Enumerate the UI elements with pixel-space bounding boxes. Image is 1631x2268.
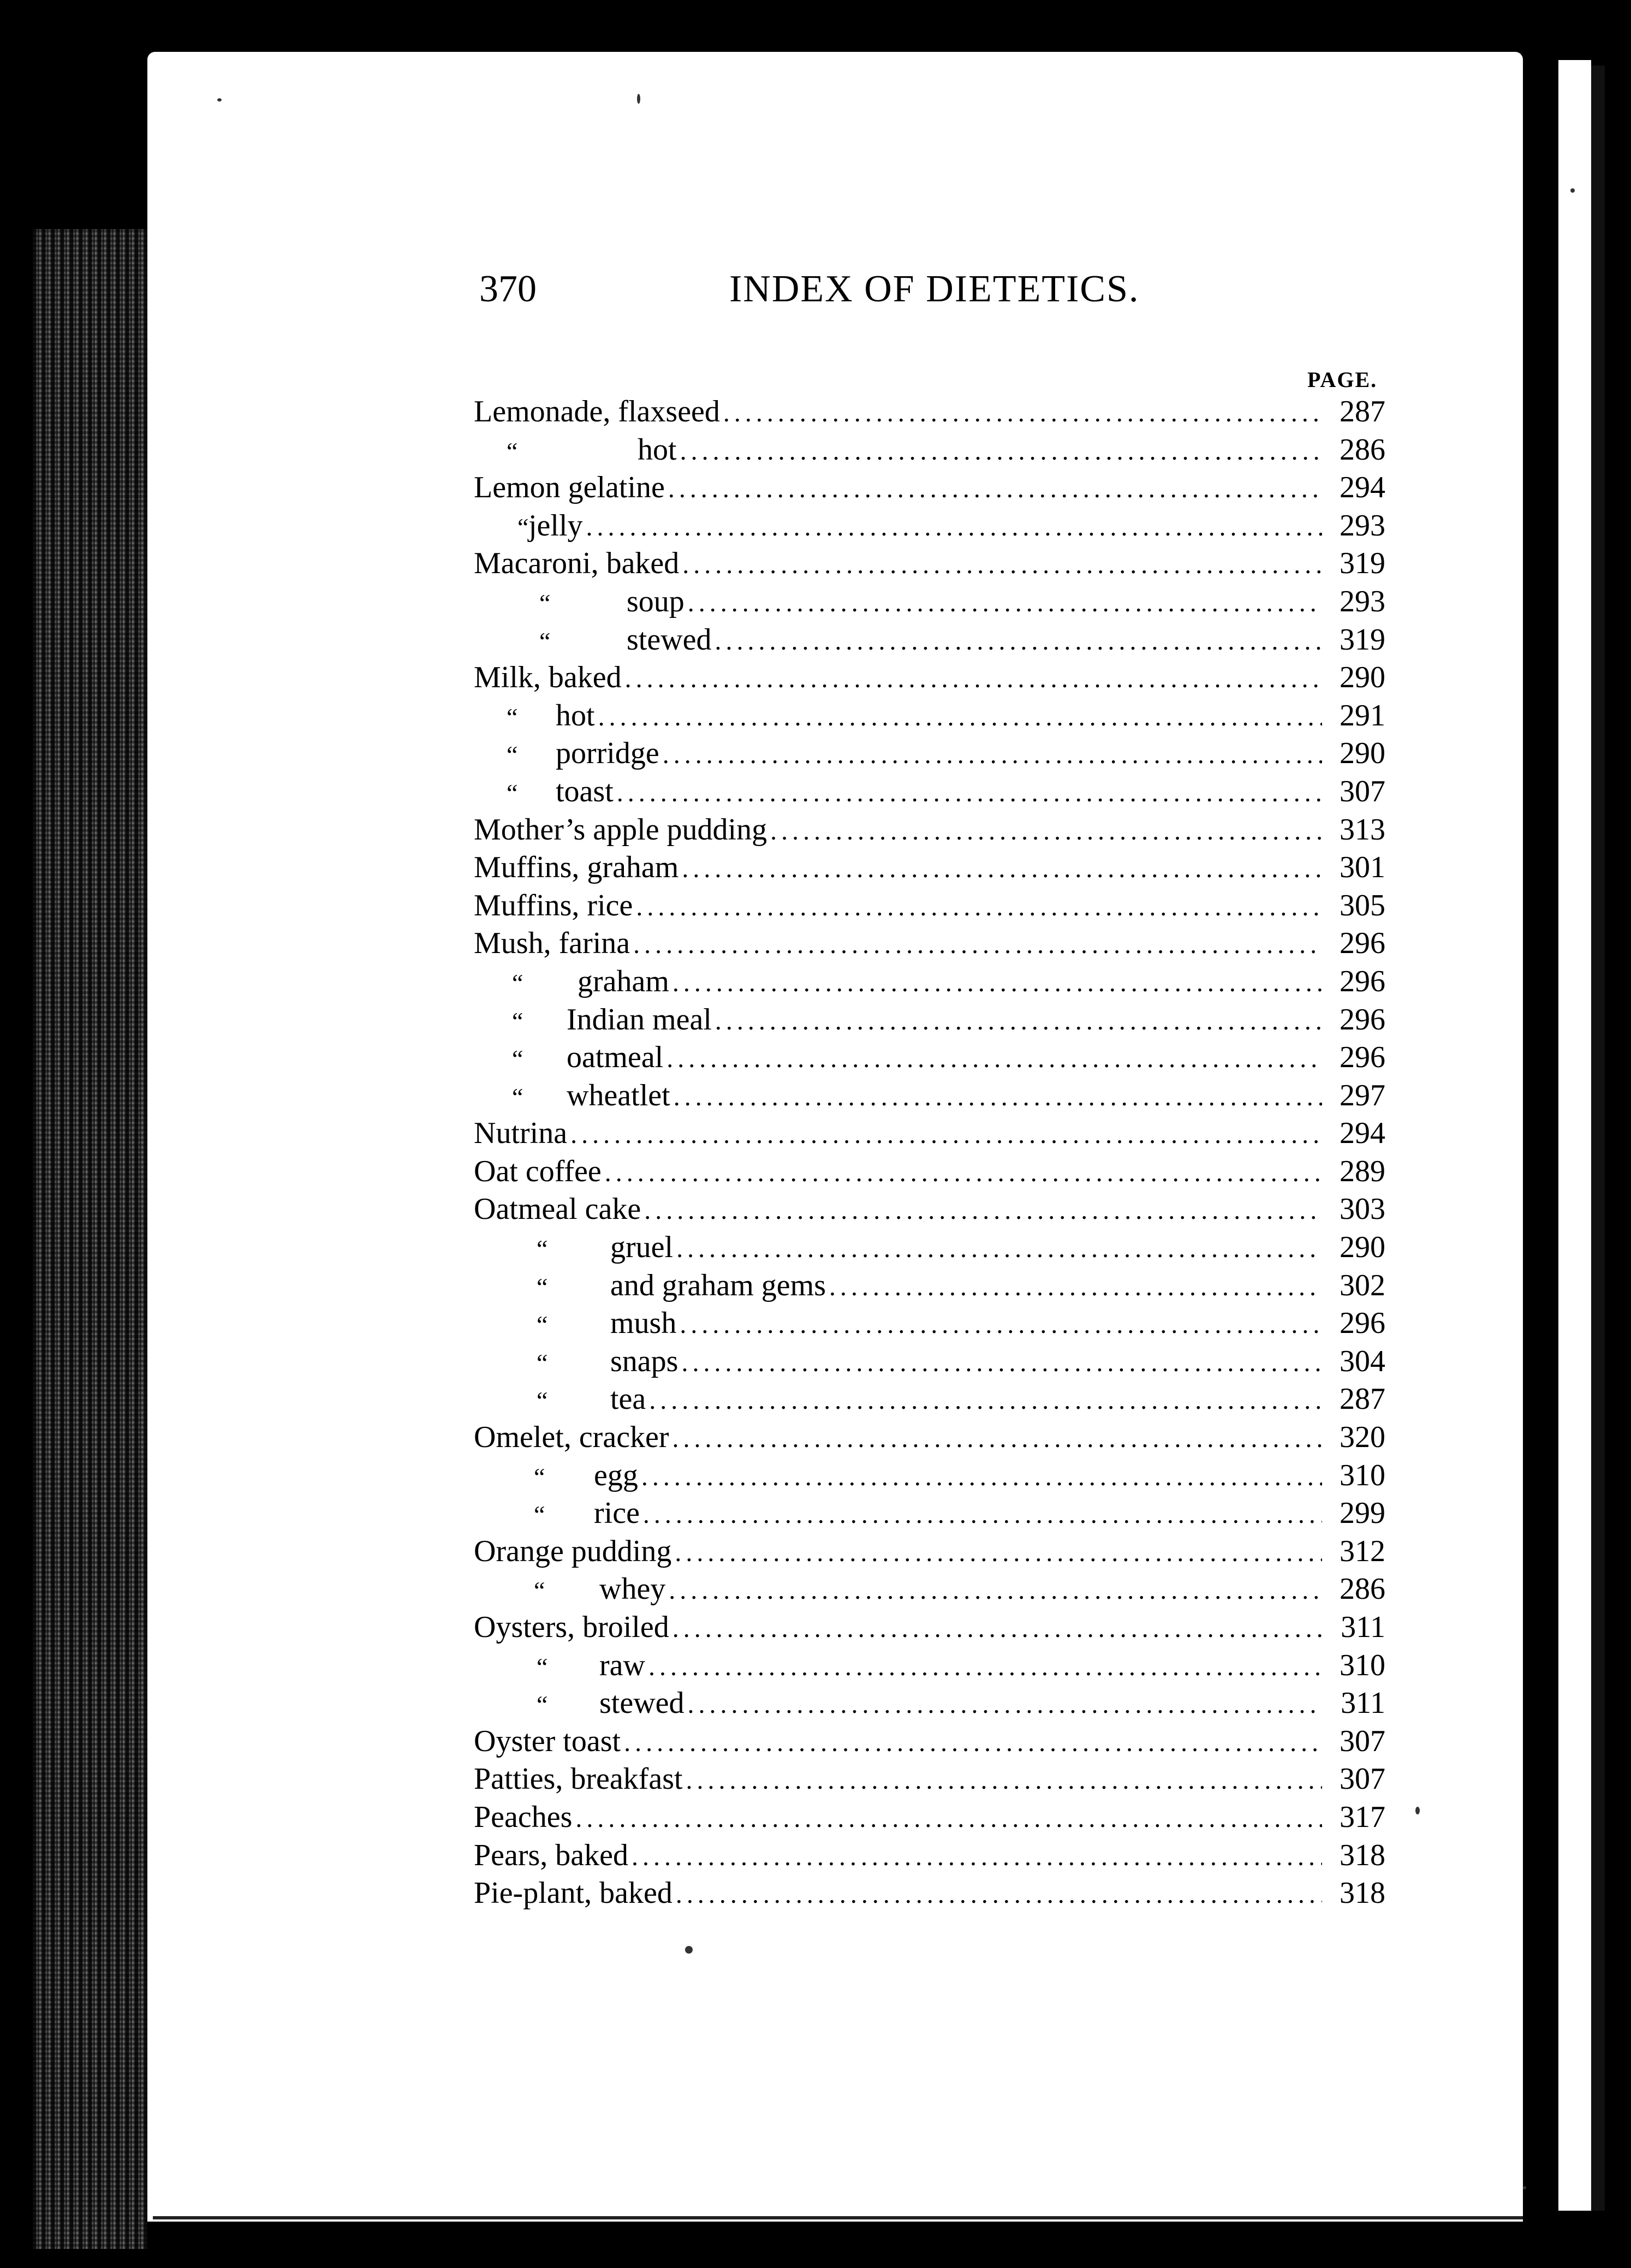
- entry-page-number: 319: [1340, 622, 1385, 657]
- entry-page-number: 313: [1340, 812, 1385, 847]
- index-entry: “ raw ..... 310: [474, 1647, 1385, 1685]
- next-page-shadow: [1591, 66, 1605, 2211]
- dot-leader: [625, 660, 1322, 698]
- entry-label: Nutrina: [474, 1116, 568, 1151]
- index-entry: “ gruel ..... 290: [474, 1229, 1385, 1267]
- entry-page-number: 307: [1340, 1762, 1385, 1796]
- entry-page-number: 294: [1340, 1116, 1385, 1151]
- entry-page-number: 318: [1340, 1838, 1385, 1872]
- entry-page-number: 290: [1340, 1230, 1385, 1265]
- dot-leader: [829, 1268, 1322, 1306]
- entry-page-number: 287: [1340, 395, 1385, 428]
- entry-label: Peaches: [474, 1800, 573, 1834]
- entry-label: Oatmeal cake: [474, 1192, 641, 1227]
- index-entry: “ egg ..... 310: [474, 1457, 1385, 1495]
- index-entry: [474, 1874, 1385, 1913]
- dot-leader: [674, 1078, 1322, 1116]
- entry-page-number: 301: [1340, 850, 1385, 885]
- entry-page-number: 319: [1340, 546, 1385, 581]
- entry-label: Oyster toast: [474, 1724, 621, 1758]
- page-bottom-edge: [153, 2216, 1523, 2219]
- dot-leader: [641, 1458, 1322, 1496]
- entry-page-number: 291: [1340, 698, 1385, 733]
- entry-label: Omelet, cracker: [474, 1420, 669, 1455]
- dot-leader: [649, 1382, 1322, 1420]
- entry-label: Patties, breakfast: [474, 1762, 683, 1796]
- entry-page-number: 310: [1340, 1458, 1385, 1492]
- entry-page-number: 311: [1341, 1686, 1385, 1721]
- dot-leader: [632, 1838, 1322, 1876]
- index-entry: [474, 925, 1385, 963]
- entry-label: jelly: [528, 508, 583, 543]
- dot-leader: [669, 1571, 1322, 1610]
- entry-label: Orange pudding: [474, 1534, 672, 1568]
- entry-label: Muffins, graham: [474, 850, 679, 885]
- scan-speck: [1415, 1807, 1420, 1814]
- dot-leader: [648, 1648, 1322, 1686]
- dot-leader: [682, 850, 1322, 888]
- entry-page-number: 290: [1340, 660, 1385, 695]
- index-entry: “ rice ..... 299: [474, 1495, 1385, 1533]
- entry-page-number: 293: [1340, 508, 1385, 543]
- entry-label: Macaroni, baked: [474, 546, 680, 581]
- entry-page-number: 294: [1340, 471, 1385, 505]
- dot-leader: [617, 774, 1322, 812]
- index-entry: [474, 849, 1385, 887]
- entry-page-number: 307: [1340, 774, 1385, 808]
- index-entry: [474, 887, 1385, 925]
- index-entry: “ stewed ..... 319: [474, 621, 1385, 659]
- index-entry: [474, 1419, 1385, 1457]
- entry-label: Lemon gelatine: [474, 471, 665, 505]
- dot-leader: [672, 1420, 1322, 1458]
- entry-label: Muffins, rice: [474, 888, 633, 922]
- entry-page-number: 304: [1340, 1344, 1385, 1378]
- entry-label: Milk, baked: [474, 660, 622, 695]
- index-entry: “ stewed ..... 311: [474, 1684, 1385, 1723]
- index-entry-list: [474, 393, 1385, 1913]
- dot-leader: [666, 1040, 1322, 1078]
- dot-leader: [675, 1534, 1322, 1572]
- entry-label: Indian meal: [567, 1002, 712, 1037]
- dot-leader: [672, 964, 1322, 1002]
- entry-label: hot: [638, 432, 677, 467]
- entry-page-number: 296: [1340, 1306, 1385, 1341]
- scan-speck: [217, 98, 222, 102]
- entry-page-number: 297: [1340, 1078, 1385, 1112]
- entry-page-number: 286: [1340, 1572, 1385, 1606]
- dot-leader: [715, 1002, 1322, 1040]
- entry-page-number: 296: [1340, 926, 1385, 961]
- entry-page-number: 290: [1340, 736, 1385, 771]
- entry-page-number: 299: [1340, 1496, 1385, 1531]
- page-column-heading: PAGE.: [1307, 367, 1378, 392]
- entry-page-number: 302: [1340, 1268, 1385, 1302]
- index-entry: [474, 1723, 1385, 1761]
- index-entry: “ graham ..... 296: [474, 963, 1385, 1001]
- dot-leader: [624, 1724, 1322, 1762]
- dot-leader: [672, 1610, 1322, 1648]
- entry-page-number: 307: [1340, 1724, 1385, 1758]
- dot-leader: [676, 1230, 1322, 1268]
- entry-label: soup: [627, 584, 684, 618]
- index-entry: [474, 1837, 1385, 1875]
- entry-label: toast: [556, 774, 614, 808]
- index-entry: “ oatmeal ..... 296: [474, 1039, 1385, 1077]
- index-entry: [474, 659, 1385, 697]
- dot-leader: [723, 394, 1322, 432]
- entry-label: Mush, farina: [474, 926, 630, 961]
- index-entry: [474, 1153, 1385, 1191]
- entry-label: Pie-plant, baked: [474, 1876, 672, 1910]
- index-entry: [474, 1115, 1385, 1153]
- index-entry: [474, 1760, 1385, 1799]
- index-entry: “ soup ..... 293: [474, 583, 1385, 621]
- scan-speck: [1570, 188, 1575, 193]
- dot-leader: [598, 698, 1322, 736]
- entry-page-number: 287: [1340, 1382, 1385, 1416]
- entry-page-number: 317: [1340, 1800, 1385, 1834]
- dot-leader: [636, 888, 1322, 926]
- index-entry: “ hot ..... 286: [474, 431, 1385, 469]
- index-entry: [474, 545, 1385, 583]
- dot-leader: [715, 622, 1322, 660]
- next-page-edge: [1558, 60, 1591, 2211]
- dot-leader: [688, 1686, 1322, 1724]
- page-header: [479, 267, 1419, 322]
- scan-speck: [1523, 2186, 1526, 2189]
- index-entry: “ and graham gems ..... 302: [474, 1267, 1385, 1305]
- dot-leader: [688, 584, 1322, 622]
- entry-label: Oat coffee: [474, 1154, 602, 1188]
- index-entry: “ jelly ..... 293: [474, 507, 1385, 545]
- page-number: 370: [479, 268, 537, 310]
- index-entry: “ tea ..... 287: [474, 1380, 1385, 1419]
- index-entry: [474, 1609, 1385, 1647]
- entry-page-number: 303: [1340, 1192, 1385, 1227]
- index-entry: [474, 1533, 1385, 1571]
- index-entry: [474, 393, 1385, 431]
- entry-page-number: 310: [1340, 1648, 1385, 1682]
- index-entry: “ toast ..... 307: [474, 773, 1385, 811]
- dot-leader: [681, 1344, 1322, 1382]
- entry-page-number: 312: [1340, 1534, 1385, 1568]
- index-entry: “ whey ..... 286: [474, 1570, 1385, 1609]
- dot-leader: [682, 546, 1322, 584]
- entry-page-number: 296: [1340, 964, 1385, 998]
- index-entry: “ mush ..... 296: [474, 1305, 1385, 1343]
- entry-label: egg: [594, 1458, 638, 1492]
- dot-leader: [570, 1116, 1322, 1154]
- entry-page-number: 296: [1340, 1040, 1385, 1075]
- entry-label: raw: [599, 1648, 645, 1682]
- dot-leader: [605, 1154, 1322, 1192]
- index-entry: [474, 1799, 1385, 1837]
- dot-leader: [676, 1876, 1322, 1914]
- entry-label: Pears, baked: [474, 1838, 629, 1872]
- dot-leader: [680, 432, 1322, 471]
- index-entry: “ hot ..... 291: [474, 697, 1385, 735]
- entry-page-number: 293: [1340, 584, 1385, 618]
- entry-page-number: 305: [1340, 888, 1385, 922]
- entry-label: snaps: [610, 1344, 678, 1378]
- index-entry: “ wheatlet ..... 297: [474, 1077, 1385, 1115]
- dot-leader: [668, 470, 1322, 508]
- entry-label: whey: [599, 1572, 666, 1606]
- dot-leader: [770, 812, 1322, 850]
- dot-leader: [686, 1761, 1322, 1800]
- entry-label: stewed: [599, 1686, 684, 1721]
- book-binding-edge: [33, 229, 147, 2249]
- index-entry: “ Indian meal ..... 296: [474, 1001, 1385, 1039]
- dot-leader: [586, 508, 1322, 546]
- entry-label: Oysters, broiled: [474, 1610, 669, 1644]
- dot-leader: [575, 1800, 1322, 1838]
- scan-speck: [637, 94, 640, 104]
- entry-label: hot: [556, 698, 595, 733]
- entry-label: tea: [610, 1382, 646, 1416]
- dot-leader: [663, 736, 1322, 774]
- dot-leader: [680, 1306, 1322, 1344]
- index-entry: [474, 1190, 1385, 1229]
- entry-page-number: 286: [1340, 432, 1385, 467]
- entry-page-number: 311: [1341, 1610, 1385, 1644]
- entry-label: graham: [578, 964, 669, 998]
- entry-label: wheatlet: [567, 1078, 670, 1112]
- dot-leader: [644, 1192, 1322, 1230]
- entry-label: mush: [610, 1306, 677, 1341]
- entry-label: porridge: [556, 736, 659, 771]
- entry-label: Lemonade, flaxseed: [474, 395, 720, 428]
- entry-label: Mother’s apple pudding: [474, 812, 767, 847]
- entry-page-number: 296: [1340, 1002, 1385, 1037]
- entry-page-number: 289: [1340, 1154, 1385, 1188]
- dot-leader: [633, 926, 1322, 964]
- index-entry: “ porridge ..... 290: [474, 735, 1385, 773]
- scan-speck: [685, 1946, 693, 1954]
- entry-label: rice: [594, 1496, 640, 1531]
- entry-page-number: 318: [1340, 1876, 1385, 1910]
- entry-label: gruel: [610, 1230, 674, 1265]
- running-title: INDEX OF DIETETICS.: [729, 268, 1140, 310]
- entry-page-number: 320: [1340, 1420, 1385, 1455]
- entry-label: stewed: [627, 622, 712, 657]
- index-entry: [474, 811, 1385, 849]
- dot-leader: [643, 1496, 1322, 1534]
- entry-label: and graham gems: [610, 1268, 826, 1302]
- index-entry: “ snaps ..... 304: [474, 1343, 1385, 1381]
- entry-label: oatmeal: [567, 1040, 664, 1075]
- index-entry: [474, 469, 1385, 507]
